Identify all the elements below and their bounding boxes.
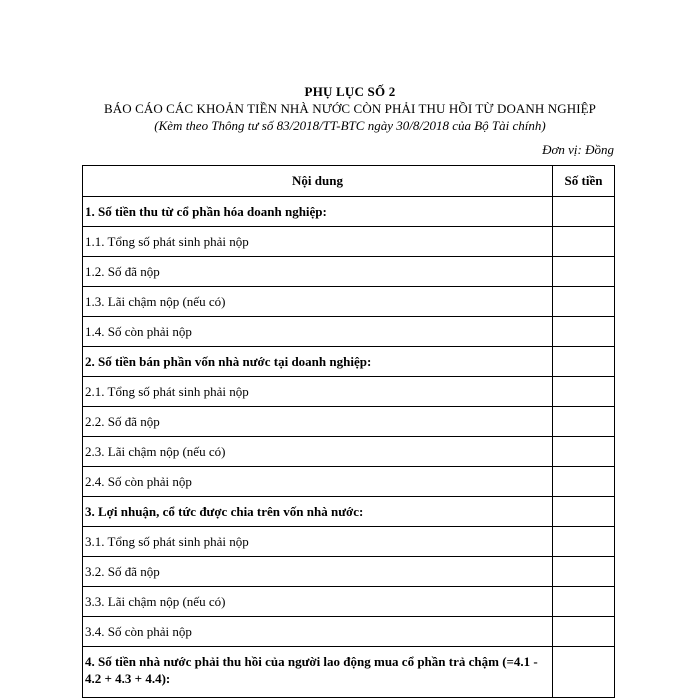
row-amount <box>553 617 615 647</box>
table-row <box>83 287 615 317</box>
row-amount <box>553 557 615 587</box>
table-row <box>83 437 615 467</box>
table-row-section-3 <box>83 497 615 527</box>
table-row <box>83 557 615 587</box>
currency-unit: Đơn vị: Đồng <box>542 142 614 157</box>
row-label: 1.1. Tổng số phát sinh phải nộp <box>83 227 553 257</box>
row-label: 1.4. Số còn phải nộp <box>83 317 553 347</box>
row-label: 4. Số tiền nhà nước phải thu hồi của người lao động mua cổ phần trả chậm (=4.1 - 4.2 + 4.3 + 4.4): <box>83 647 553 698</box>
appendix-title: PHỤ LỤC SỐ 2 <box>304 84 396 99</box>
row-amount <box>553 407 615 437</box>
table-row <box>83 407 615 437</box>
report-title: BÁO CÁO CÁC KHOẢN TIỀN NHÀ NƯỚC CÒN PHẢI THU HỒI TỪ DOANH NGHIỆP <box>103 101 597 116</box>
row-amount <box>553 437 615 467</box>
content-column-header: Nội dung <box>83 166 553 197</box>
table-row <box>83 467 615 497</box>
row-amount <box>553 347 615 377</box>
table-row-section-2 <box>83 347 615 377</box>
amount-column-header: Số tiền <box>553 166 615 197</box>
row-amount <box>553 287 615 317</box>
row-label: 2. Số tiền bán phần vốn nhà nước tại doanh nghiệp: <box>83 347 553 377</box>
row-label: 1.2. Số đã nộp <box>83 257 553 287</box>
row-label: 3. Lợi nhuận, cổ tức được chia trên vốn nhà nước: <box>83 497 553 527</box>
row-amount <box>553 527 615 557</box>
row-label: 3.2. Số đã nộp <box>83 557 553 587</box>
table-row <box>83 587 615 617</box>
table-row-section-4 <box>83 647 615 698</box>
table-row <box>83 617 615 647</box>
row-amount <box>553 227 615 257</box>
report-subtitle: (Kèm theo Thông tư số 83/2018/TT-BTC ngày 30/8/2018 của Bộ Tài chính) <box>154 118 546 133</box>
table-row <box>83 377 615 407</box>
row-label: 1.3. Lãi chậm nộp (nếu có) <box>83 287 553 317</box>
report-table <box>82 165 615 698</box>
row-amount <box>553 587 615 617</box>
table-row <box>83 227 615 257</box>
table-row-section-1 <box>83 197 615 227</box>
row-label: 3.1. Tổng số phát sinh phải nộp <box>83 527 553 557</box>
table-row <box>83 317 615 347</box>
table-row <box>83 527 615 557</box>
row-label: 2.1. Tổng số phát sinh phải nộp <box>83 377 553 407</box>
row-amount <box>553 197 615 227</box>
row-label: 2.2. Số đã nộp <box>83 407 553 437</box>
row-amount <box>553 647 615 698</box>
row-label: 3.3. Lãi chậm nộp (nếu có) <box>83 587 553 617</box>
row-amount <box>553 377 615 407</box>
row-amount <box>553 497 615 527</box>
row-amount <box>553 467 615 497</box>
row-label: 1. Số tiền thu từ cổ phần hóa doanh nghiệp: <box>83 197 553 227</box>
row-amount <box>553 317 615 347</box>
row-label: 3.4. Số còn phải nộp <box>83 617 553 647</box>
row-label: 2.4. Số còn phải nộp <box>83 467 553 497</box>
table-row <box>83 257 615 287</box>
table-header-row <box>83 166 615 197</box>
row-amount <box>553 257 615 287</box>
row-label: 2.3. Lãi chậm nộp (nếu có) <box>83 437 553 467</box>
